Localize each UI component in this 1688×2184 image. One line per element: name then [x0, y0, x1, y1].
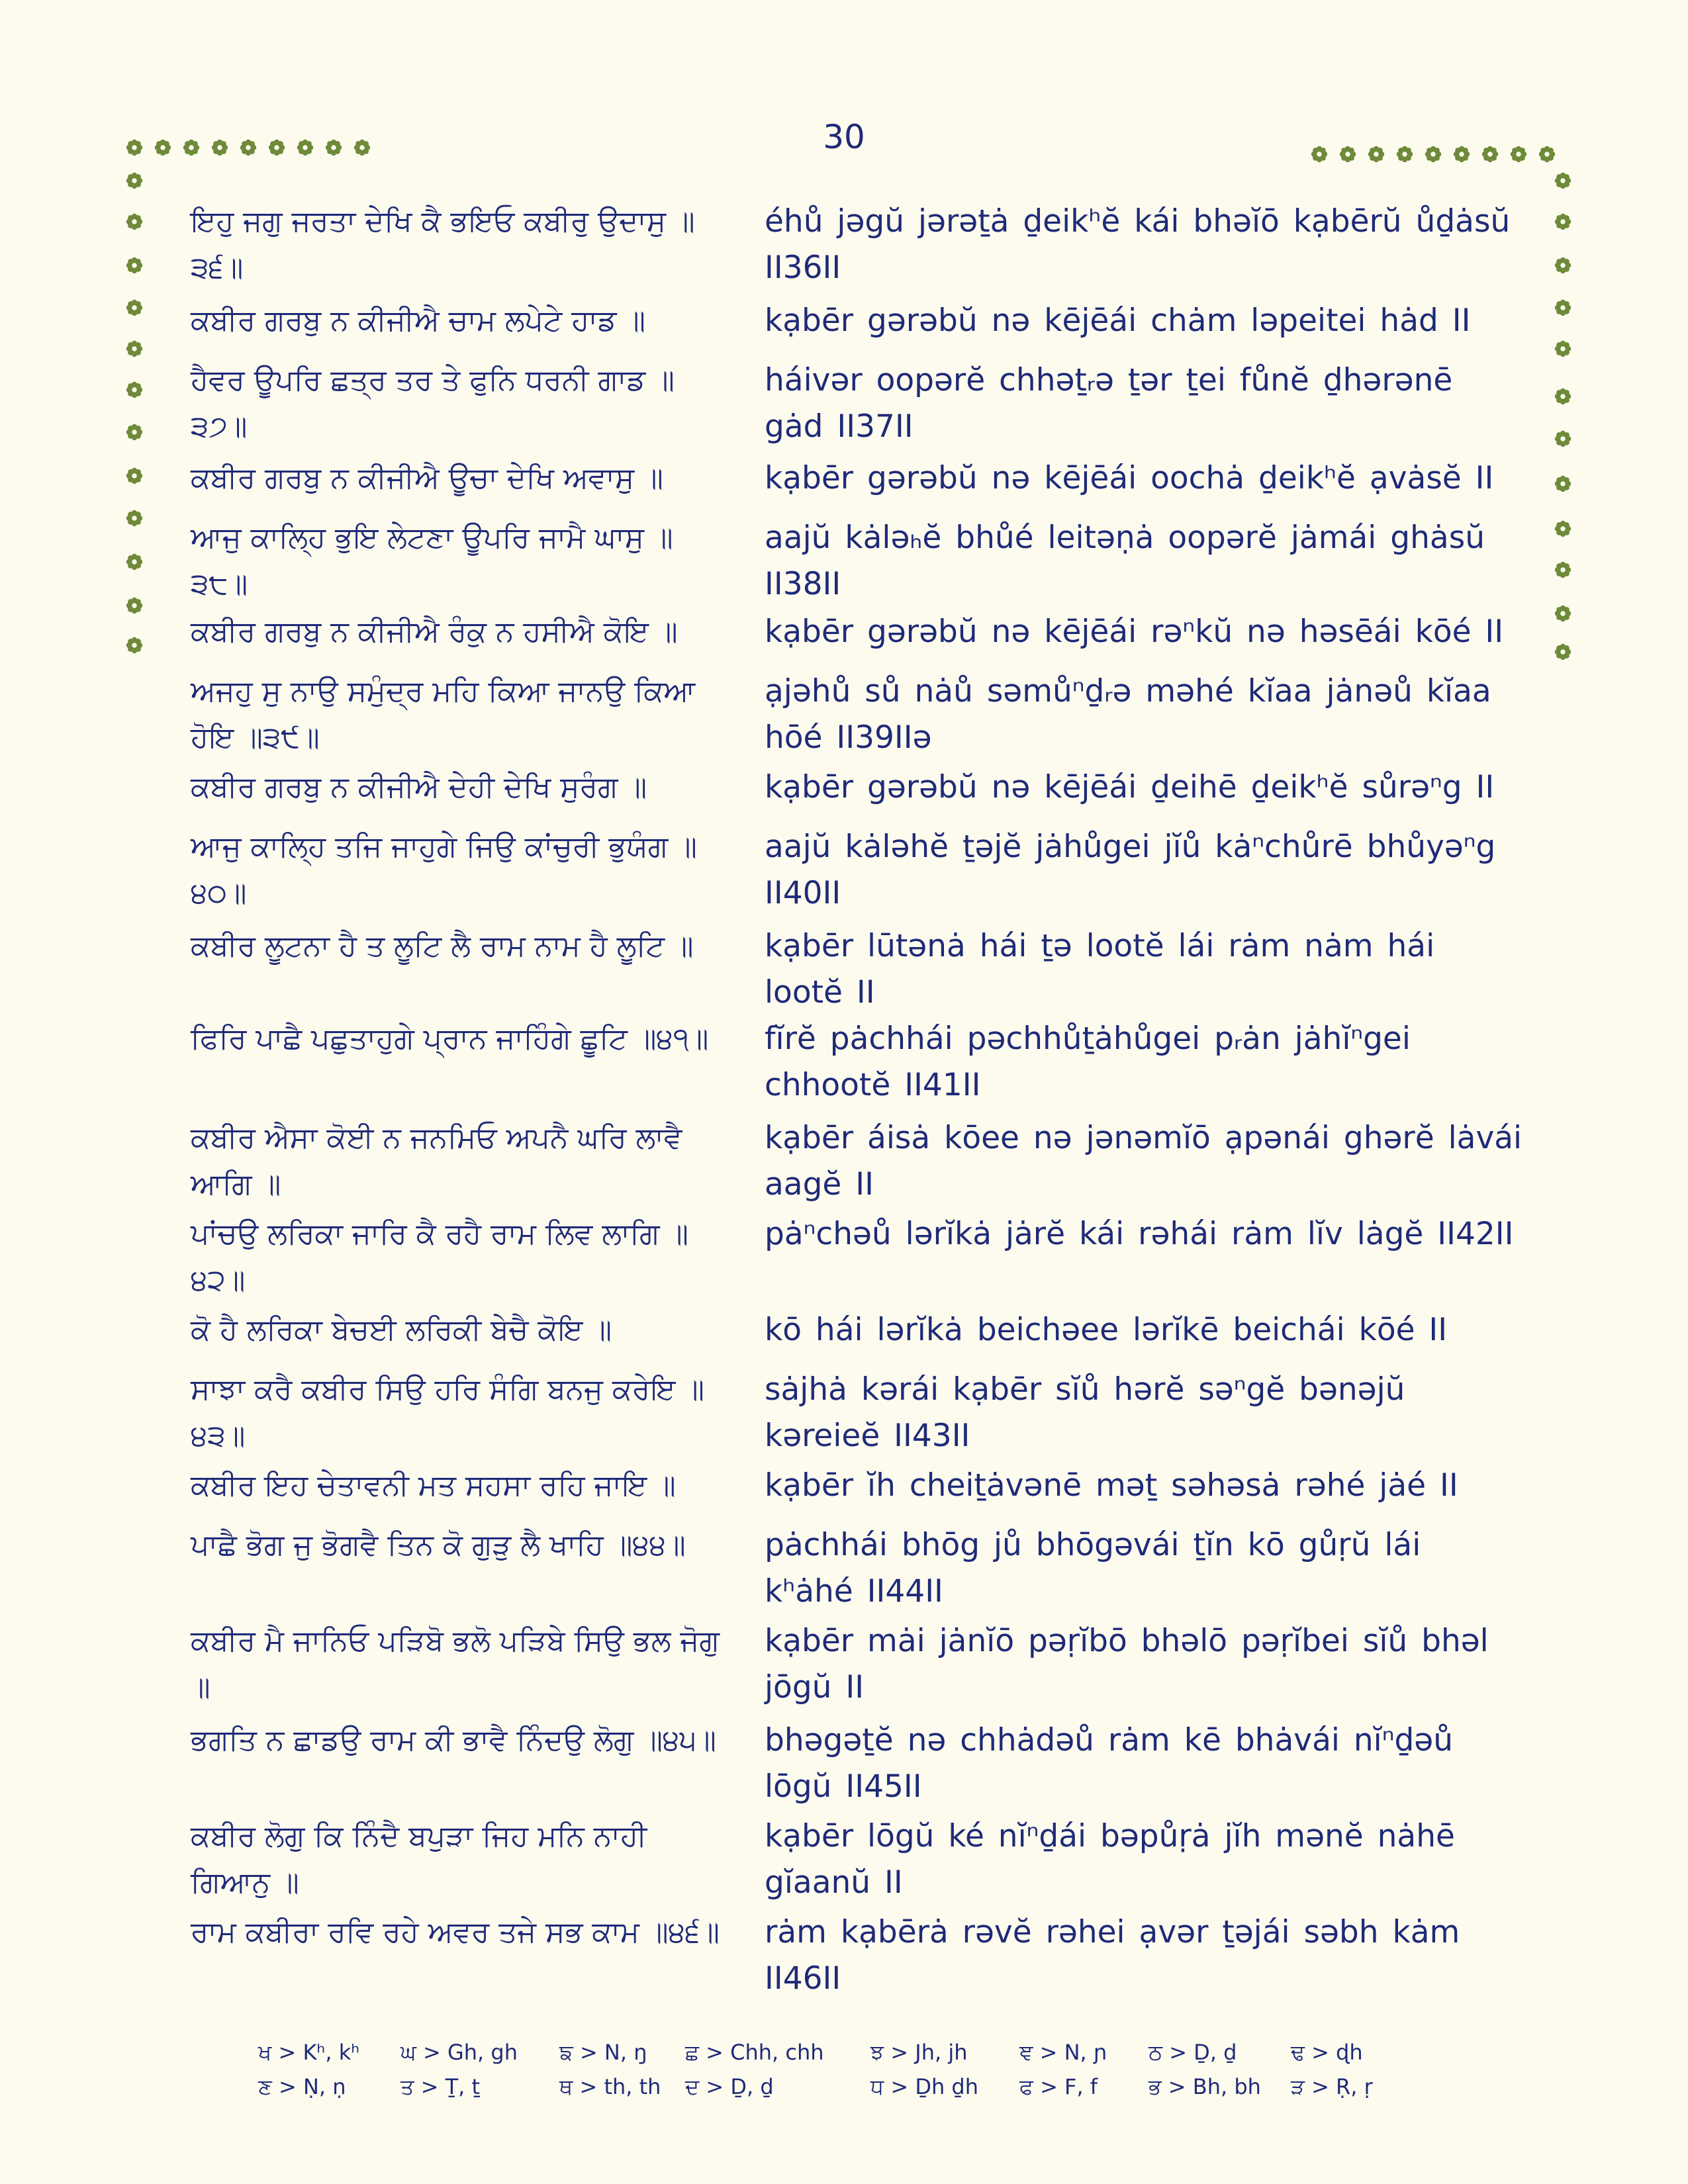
- flower-icon: [124, 552, 144, 572]
- gurmukhi-text: ਰਾਮ ਕਬੀਰਾ ਰਵਿ ਰਹੇ ਅਵਰ ਤਜੇ ਸਭ ਕਾਮ ॥੪੬॥: [191, 1915, 720, 1949]
- flower-icon: [1338, 144, 1358, 164]
- transliteration-text: aajŭ kȧləₕĕ bhůé leitəṇȧ oopərĕ jȧmái ghȧsŭ II38II: [765, 520, 1485, 602]
- transliteration-text: éhů jəgŭ jərəṯȧ ḏeikʰĕ kái bhəĭō kạbērŭ ůḏȧsŭ II36II: [765, 203, 1511, 286]
- flower-icon: [1395, 144, 1415, 164]
- gurmukhi-text: ਕਬੀਰ ਮੈ ਜਾਨਿਓ ਪੜਿਬੋ ਭਲੋ ਪੜਿਬੇ ਸਿਉ ਭਲ ਜੋਗੁ ॥: [191, 1624, 720, 1704]
- flower-icon: [1309, 144, 1329, 164]
- flower-icon: [124, 255, 144, 275]
- key-item: ਝ > Jh, jh: [870, 2040, 968, 2065]
- flower-icon: [1553, 604, 1573, 623]
- gurmukhi-text: ਭਗਤਿ ਨ ਛਾਡਉ ਰਾਮ ਕੀ ਭਾਵੈ ਨਿੰਦਉ ਲੋਗੁ ॥੪੫॥: [191, 1723, 716, 1757]
- gurmukhi-text: ਕਬੀਰ ਲੋਗੁ ਕਿ ਨਿੰਦੈ ਬਪੁੜਾ ਜਿਹ ਮਨਿ ਨਾਹੀ ਗਿਆਨੁ ॥: [191, 1819, 647, 1899]
- flower-icon: [1553, 474, 1573, 494]
- flower-icon: [1553, 339, 1573, 359]
- key-item: ਤ > Ṯ, ṯ: [400, 2074, 481, 2099]
- flower-icon: [324, 138, 344, 158]
- key-item: ਧ > Ḏh ḏh: [870, 2074, 979, 2099]
- key-item: ਦ > Ḏ, ḏ: [685, 2074, 774, 2099]
- flower-icon: [238, 138, 258, 158]
- flower-icon: [1452, 144, 1472, 164]
- flower-icon: [124, 596, 144, 615]
- transliteration-text: háivər oopərĕ chhəṯᵣə ṯər ṯei fůnĕ ḏhərənē gȧd II37II: [765, 362, 1453, 445]
- key-item: ਢ > ɖh: [1291, 2040, 1363, 2065]
- key-item: ਙ > N, ŋ: [559, 2040, 647, 2065]
- flower-icon: [1480, 144, 1500, 164]
- flower-icon: [124, 298, 144, 318]
- flower-icon: [153, 138, 173, 158]
- flower-icon: [1553, 560, 1573, 580]
- gurmukhi-text: ਕਬੀਰ ਗਰਬੁ ਨ ਕੀਜੀਐ ਦੇਹੀ ਦੇਖਿ ਸੁਰੰਗ ॥: [191, 770, 647, 804]
- transliteration-text: kạbēr ĭh cheiṯȧvənē məṯ səhəsȧ rəhé jȧé II: [765, 1467, 1458, 1504]
- key-item: ਣ > Ṇ, ṇ: [258, 2074, 346, 2099]
- flower-icon: [124, 212, 144, 232]
- transliteration-text: kō hái lərĭkȧ beichəee lərĭkē beichái kōé II: [765, 1312, 1448, 1348]
- flower-icon: [124, 380, 144, 400]
- gurmukhi-text: ਆਜੁ ਕਾਲ੍ਹਿ ਭੁਇ ਲੇਟਣਾ ਊਪਰਿ ਜਾਮੈ ਘਾਸੁ ॥੩੮॥: [191, 521, 673, 601]
- key-item: ਭ > Bh, bh: [1149, 2074, 1261, 2099]
- flower-icon: [1423, 144, 1443, 164]
- flower-icon: [1553, 171, 1573, 191]
- transliteration-text: kạbēr gərəbŭ nə kējēái oochȧ ḏeikʰĕ ạvȧsĕ II: [765, 460, 1494, 496]
- flower-icon: [1553, 212, 1573, 232]
- flower-icon: [1553, 519, 1573, 539]
- gurmukhi-text: ਪਾਂਚਉ ਲਰਿਕਾ ਜਾਰਿ ਕੈ ਰਹੈ ਰਾਮ ਲਿਵ ਲਾਗਿ ॥੪੨॥: [191, 1217, 689, 1297]
- gurmukhi-text: ਕਬੀਰ ਗਰਬੁ ਨ ਕੀਜੀਐ ਚਾਮ ਲਪੇਟੇ ਹਾਡ ॥: [191, 304, 646, 338]
- transliteration-text: rȧm kạbērȧ rəvĕ rəhei ạvər ṯəjái səbh kȧm II46II: [765, 1914, 1460, 1997]
- flower-icon: [1553, 298, 1573, 318]
- transliteration-text: aajŭ kȧləhĕ ṯəjĕ jȧhůgei jĭů kȧⁿchůrē bhůyəⁿg II40II: [765, 829, 1496, 911]
- gurmukhi-text: ਕਬੀਰ ਗਰਬੁ ਨ ਕੀਜੀਐ ਰੰਕੁ ਨ ਹਸੀਐ ਕੋਇ ॥: [191, 615, 678, 649]
- gurmukhi-text: ਕਬੀਰ ਲੂਟਨਾ ਹੈ ਤ ਲੂਟਿ ਲੈ ਰਾਮ ਨਾਮ ਹੈ ਲੂਟਿ ॥: [191, 929, 694, 963]
- gurmukhi-text: ਕੋ ਹੈ ਲਰਿਕਾ ਬੇਚਈ ਲਰਿਕੀ ਬੇਚੈ ਕੋਇ ॥: [191, 1313, 612, 1347]
- transliteration-text: kạbēr lōgŭ ké nĭⁿḏái bəpůṛȧ jĭh mənĕ nȧhē gĭaanŭ II: [765, 1818, 1455, 1901]
- key-item: ਘ > Gh, gh: [400, 2040, 518, 2065]
- gurmukhi-text: ਸਾਝਾ ਕਰੈ ਕਬੀਰ ਸਿਉ ਹਰਿ ਸੰਗਿ ਬਨਜੁ ਕਰੇਇ ॥੪੩॥: [191, 1373, 705, 1453]
- transliteration-text: sȧjhȧ kərái kạbēr sĭů hərĕ səⁿgĕ bənəjŭ kəreieĕ II43II: [765, 1371, 1405, 1454]
- transliteration-text: bhəgəṯĕ nə chhȧdəů rȧm kē bhȧvái nĭⁿḏəů lōgŭ II45II: [765, 1722, 1453, 1805]
- flower-icon: [124, 635, 144, 655]
- flower-icon: [352, 138, 372, 158]
- flower-icon: [124, 466, 144, 486]
- transliteration-text: pȧⁿchəů lərĭkȧ jȧrĕ kái rəhái rȧm lĭv lȧgĕ II42II: [765, 1216, 1514, 1252]
- flower-icon: [181, 138, 201, 158]
- flower-icon: [124, 138, 144, 158]
- flower-icon: [1553, 387, 1573, 406]
- flower-icon: [124, 339, 144, 359]
- flower-icon: [210, 138, 230, 158]
- flower-icon: [124, 508, 144, 528]
- flower-icon: [1553, 255, 1573, 275]
- flower-icon: [1366, 144, 1386, 164]
- key-item: ਥ > th, th: [559, 2074, 661, 2099]
- flower-icon: [267, 138, 287, 158]
- key-item: ੜ > Ṛ, ṛ: [1291, 2074, 1373, 2099]
- flower-icon: [124, 171, 144, 191]
- gurmukhi-text: ਹੈਵਰ ਊਪਰਿ ਛਤ੍ਰ ਤਰ ਤੇ ਫੁਨਿ ਧਰਨੀ ਗਾਡ ॥੩੭॥: [191, 363, 675, 443]
- transliteration-text: kạbēr gərəbŭ nə kējēái rəⁿkŭ nə həsēái kōé II: [765, 614, 1504, 650]
- transliteration-text: kạbēr gərəbŭ nə kējēái chȧm ləpeitei hȧd II: [765, 302, 1471, 339]
- transliteration-text: kạbēr gərəbŭ nə kējēái ḏeihē ḏeikʰĕ sůrəⁿg II: [765, 769, 1495, 805]
- transliteration-text: kạbēr mȧi jȧnĭō pəṛĭbō bhəlō pəṛĭbei sĭů bhəl jōgŭ II: [765, 1623, 1489, 1706]
- flower-icon: [1553, 642, 1573, 662]
- transliteration-text: kạbēr lūtənȧ hái ṯə lootĕ lái rȧm nȧm hái lootĕ II: [765, 928, 1435, 1011]
- page-number: 30: [823, 118, 865, 156]
- flower-icon: [1509, 144, 1528, 164]
- key-item: ਛ > Chh, chh: [685, 2040, 824, 2065]
- flower-icon: [295, 138, 315, 158]
- gurmukhi-text: ਅਜਹੁ ਸੁ ਨਾਉ ਸਮੁੰਦ੍ਰ ਮਹਿ ਕਿਆ ਜਾਨਉ ਕਿਆ ਹੋਇ ॥੩੯॥: [191, 674, 696, 754]
- flower-icon: [1553, 429, 1573, 449]
- gurmukhi-text: ਆਜੁ ਕਾਲ੍ਹਿ ਤਜਿ ਜਾਹੁਗੇ ਜਿਉ ਕਾਂਚੁਰੀ ਭੁਯੰਗ ॥੪੦॥: [191, 830, 697, 910]
- flower-icon: [1537, 144, 1557, 164]
- transliteration-text: ạjəhů sů nȧů səmůⁿḏᵣə məhé kĭaa jȧnəů kĭaa hōé II39IIə: [765, 673, 1491, 756]
- key-item: ਫ > F, f: [1019, 2074, 1098, 2099]
- gurmukhi-text: ਪਾਛੈ ਭੋਗ ਜੁ ਭੋਗਵੈ ਤਿਨ ਕੋ ਗੁੜੁ ਲੈ ਖਾਹਿ ॥੪੪॥: [191, 1528, 686, 1562]
- gurmukhi-text: ਫਿਰਿ ਪਾਛੈ ਪਛੁਤਾਹੁਗੇ ਪ੍ਰਾਨ ਜਾਹਿੰਗੇ ਛੂਟਿ ॥੪੧॥: [191, 1022, 709, 1056]
- gurmukhi-text: ਕਬੀਰ ਗਰਬੁ ਨ ਕੀਜੀਐ ਊਚਾ ਦੇਖਿ ਅਵਾਸੁ ॥: [191, 461, 663, 495]
- gurmukhi-text: ਕਬੀਰ ਐਸਾ ਕੋਈ ਨ ਜਨਮਿਓ ਅਪਨੈ ਘਰਿ ਲਾਵੈ ਆਗਿ ॥: [191, 1121, 682, 1201]
- transliteration-text: fĭrĕ pȧchhái pəchhůṯȧhůgei pᵣȧn jȧhĭⁿgei chhootĕ II41II: [765, 1021, 1411, 1103]
- transliteration-text: pȧchhái bhōg jů bhōgəvái ṯĭn kō gůṛŭ lái kʰȧhé II44II: [765, 1527, 1421, 1610]
- key-item: ਠ > Ḏ, ḏ: [1149, 2040, 1237, 2065]
- transliteration-text: kạbēr áisȧ kōee nə jənəmĭō ạpənái ghərĕ lȧvái aagĕ II: [765, 1120, 1523, 1203]
- gurmukhi-text: ਇਹੁ ਜਗੁ ਜਰਤਾ ਦੇਖਿ ਕੈ ਭਇਓ ਕਬੀਰੁ ਉਦਾਸੁ ॥੩੬॥: [191, 205, 695, 285]
- key-item: ਖ > Kʰ, kʰ: [258, 2040, 360, 2065]
- key-item: ਞ > N, ɲ: [1019, 2040, 1107, 2065]
- gurmukhi-text: ਕਬੀਰ ਇਹ ਚੇਤਾਵਨੀ ਮਤ ਸਹਸਾ ਰਹਿ ਜਾਇ ॥: [191, 1469, 676, 1502]
- flower-icon: [124, 422, 144, 442]
